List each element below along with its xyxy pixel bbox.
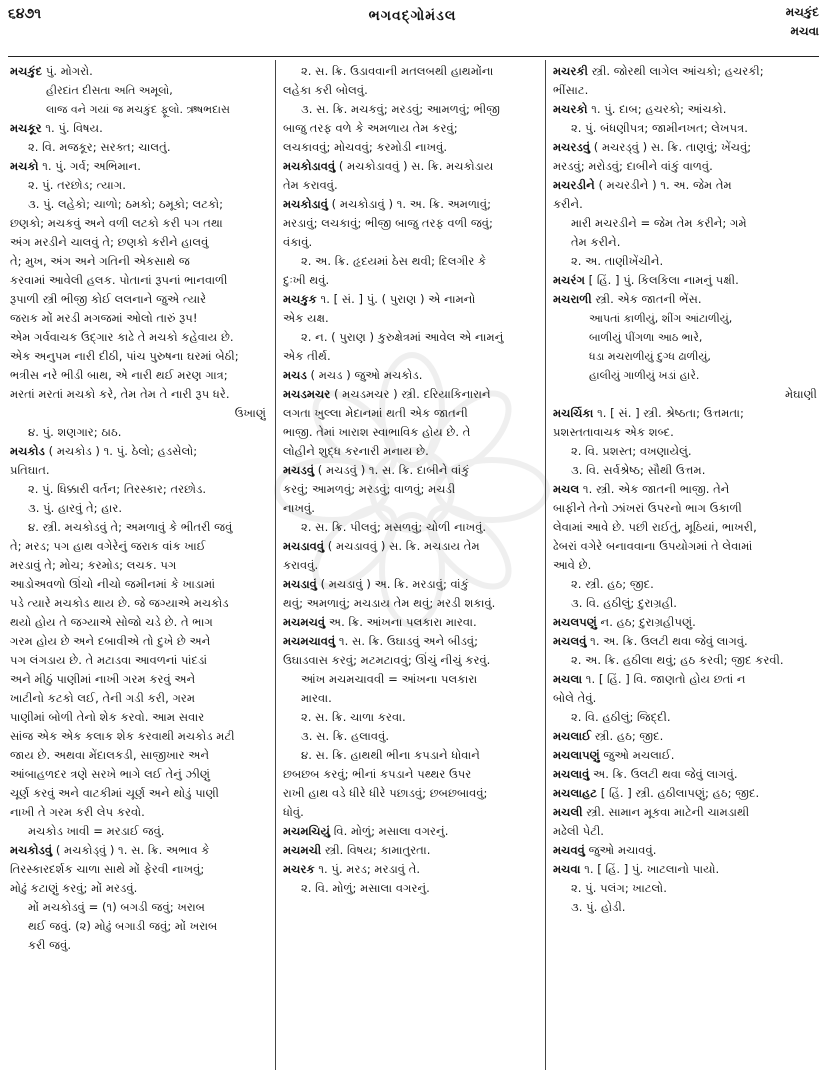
entry-text-line: તિરસ્કારદર્શક ચાળા સાથે મોં ફેરવી નાખવું; (10, 862, 205, 876)
headword: મચડવું (283, 463, 315, 477)
headword: મચલ (553, 482, 580, 496)
headword: મચરડીને (553, 178, 595, 192)
entry-text-line: છબછબ કરવું; ભીનાં કપડાને પથ્થર ઉપર (283, 767, 472, 781)
entry-text-line: કરાવવું. (283, 558, 319, 572)
entry-text-line: ૨. સ. ક્રિ. પીલવું; મસળવું; ચોળી નાખવું. (301, 520, 487, 534)
entry-headword-line: મચરકી સ્ત્રી. જોરથી લાગેલ આંચકો; હચરકી; (553, 64, 764, 78)
entry-headword-line: મચવા ૧. [ હિં. ] પું. ખાટલાનો પાયો. (553, 862, 720, 876)
entry-text-line: થઈ જવું. (૨) મોઢું બગાડી જવું; મોં ખરાબ (28, 919, 218, 933)
entry-text-line: ૨. પું. પલંગ; ખાટલો. (571, 881, 667, 895)
entry-text-line: રૂપાળી સ્ત્રી ભીજી કોઈ લલનાને જુએ ત્યારે (10, 292, 207, 306)
entry-text-line: બાજુ તરફ વળે કે અમળાય તેમ કરવું; (283, 121, 458, 135)
headword: મચલા (553, 672, 583, 686)
entry-text-line: મરડવું; મરોડવું; દાબીને વાંકું વાળવું. (553, 159, 713, 173)
entry-headword-line: મચરડવું ( મચરડ્વું ) સ. ક્રિ. તાણવું; ખેંચવું; (553, 140, 752, 154)
entry-text-line: ભીંસાટ. (553, 83, 589, 97)
entry-text-line: અંગ મરડીને ચાલવું તે; છણકો કરીને હાલવું (10, 235, 209, 249)
entry-text-line: અને મીઠું પાણીમાં નાખી ગરમ કરવું અને (10, 672, 196, 686)
entry-text-line: ૨. ન. ( પુરાણ ) કુરુક્ષેત્રમાં આવેલ એ નામનું (301, 330, 504, 344)
entry-text-line: બાફીને તેનો ઝાંખરાં ઉપરનો ભાગ ઉકાળી (553, 501, 742, 515)
headword: મચરડવું (553, 140, 591, 154)
entry-text-line: નાખવું. (283, 501, 315, 515)
entry-headword-line: મચલી સ્ત્રી. સામાન મૂકવા માટેની ચામડાથી (553, 805, 750, 819)
headword: મચડમચર (283, 387, 331, 401)
entry-text-line: હીરદાંત દીસતા અતિ અમૂલો, (46, 84, 173, 97)
headword: મચલાહટ (553, 786, 598, 800)
entry-text-line: થયો હોય તે જગ્યાએ સોજો ચડે છે. તે ભાગ (10, 615, 213, 629)
headword: મચલપણું (553, 615, 597, 629)
entry-text-line: ૨. પું. બંધણીપત્ર; જામીનખત; લેખપત્ર. (571, 121, 748, 135)
headword: મચરંગ (553, 273, 585, 287)
entry-text-line: પડે ત્યારે મચકોડ થાય છે. જે જગ્યાએ મચકોડ (10, 596, 229, 610)
entry-headword-line: મચલ ૧. સ્ત્રી. એક જાતની ભાજી. તેને (553, 482, 730, 496)
entry-text-line: નાખી તે ગરમ કરી લેપ કરવો. (10, 805, 145, 819)
entry-text-line: ૨. સ. ક્રિ. ચાળા કરવા. (301, 710, 406, 724)
entry-text-line: મારી મચરડીને = જેમ તેમ કરીને; ગમે (571, 216, 747, 230)
headword: મચરકો (553, 102, 588, 116)
entry-headword-line: મચડ ( મચડ ) જુઓ મચકોડ. (283, 368, 423, 382)
entry-headword-line: મચલા ૧. [ હિં. ] વિ. જાણતો હોય છતાં ન (553, 672, 746, 686)
entry-text-line: ૨. સ્ત્રી. હઠ; જીદ. (571, 577, 654, 591)
entry-text-line: ઉખાણું (234, 406, 266, 420)
headword: મચવવું (553, 843, 585, 857)
entry-text-line: કરવામાં આવેલી હલક. પોતાનાં રૂપનાં ભાનવાળી (10, 273, 228, 287)
entry-text-line: ૨. વિ. મોળું; મસાલા વગરનું. (301, 881, 430, 895)
entry-text-line: પગ લંગડાય છે. તે મટાડવા આવળનાં પાંદડાં (10, 653, 208, 667)
entry-headword-line: મચડવું ( મચડવું ) ૧. સ. ક્રિ. દાબીને વાંકું (283, 463, 470, 477)
entry-text-line: ભત્રીસ નરે ભીડી બાથ, એ નારી થઈ મરણ ગાત્ર; (10, 368, 228, 382)
entry-headword-line: મચકોડાવવું ( મચકોડાવવું ) સ. ક્રિ. મચકોડાય (283, 159, 494, 173)
entry-text-line: પ્રશસ્તતાવાચક એક શબ્દ. (553, 425, 674, 439)
entry-headword-line: મચરકો ૧. પું. દાબ; હચરકો; આંચકો. (553, 102, 727, 116)
headword: મચકુક (283, 292, 317, 306)
entry-text-line: ધડા મચરાળીયું દુગ્ધ ઢાળીયું, (589, 350, 711, 363)
column-divider (275, 60, 276, 1070)
entry-text-line: ૪. પું. શણગાર; ઠાઠ. (28, 425, 122, 439)
page-number: ૬૪૭૧ (8, 6, 42, 22)
entry-text-line: દુઃખી થવું. (283, 273, 330, 287)
entry-headword-line: મચરાળી સ્ત્રી. એક જાતની ભેંસ. (553, 292, 702, 306)
entry-headword-line: મચરક ૧. પું. મરડ; મરડાવું તે. (283, 862, 421, 876)
headword: મચમચિયું (283, 824, 331, 838)
page-header (0, 0, 825, 60)
entry-text-line: બાળીયું પીંગળા આઠ ભારે, (589, 331, 703, 344)
headword: મચકોડાવવું (283, 159, 336, 173)
entry-text-line: પાણીમાં બોળી તેનો શેક કરવો. આમ સવાર (10, 710, 205, 724)
entry-text-line: થવું; અમળાવું; મચડાય તેમ થવું; મરડી શકાવું. (283, 596, 496, 610)
entry-text-line: લચકાવવું; મોચવવું; કરમોડી નાખવું. (283, 140, 448, 154)
entry-text-line: છણકો; મચકવું અને વળી લટકો કરી પગ તથા (10, 216, 223, 230)
entry-text-line: એક અનુપમ નારી દીઠી, પાંચ પુરુષના ઘરમાં બેઠી; (10, 349, 239, 363)
entry-headword-line: મચકોડ ( મચકોડ ) ૧. પું. ઠેલો; હડસેલો; (10, 444, 198, 458)
entry-text-line: ૨. અ. ક્રિ. હૃદયમાં ઠેસ થવી; દિલગીર કે (301, 254, 487, 268)
entry-text-line: આપતાં કાળીયું, શીંગ આંટાળીયું, (589, 312, 733, 325)
entry-text-line: ૨. અ. તાણીખેંચીને. (571, 254, 664, 268)
headword: મચકુંદ (10, 64, 43, 78)
entry-headword-line: મચકોડાવું ( મચકોડાવું ) ૧. અ. ક્રિ. અમળાવું; (283, 197, 492, 211)
entry-text-line: મારવા. (301, 691, 332, 705)
entry-text-line: રાખી હાથ વડે ધીરે ધીરે પછાડવું; છબછબાવવું; (283, 786, 488, 800)
dictionary-column-2 (283, 62, 539, 1070)
entry-headword-line: મચરંગ [ હિં. ] પું. કિલકિલા નામનું પક્ષી. (553, 273, 739, 287)
entry-text-line: જાય છે. અથવા મેંદાલકડી, સાજીખાર અને (10, 748, 210, 762)
entry-text-line: ૨. વિ. પ્રશસ્ત; વખણાયેલું. (571, 444, 692, 458)
entry-text-line: આવે છે. (553, 558, 592, 572)
entry-text-line: ૪. સ. ક્રિ. હાથથી ભીના કપડાને ધોવાને (301, 748, 480, 762)
entry-headword-line: મચકો ૧. પું. ગર્વ; અભિમાન. (10, 159, 141, 173)
column-divider (545, 60, 546, 1070)
headword: મચમચવું (283, 615, 326, 629)
entry-text-line: મચકોડ ખાવી = મરડાઈ જવું. (28, 824, 165, 838)
entry-text-line: ધોવું. (283, 805, 304, 819)
headword: મચડ (283, 368, 307, 382)
entry-text-line: તેમ કરાવવું. (283, 178, 338, 192)
guide-word-last: મચવા (790, 24, 819, 38)
dictionary-column-1 (10, 62, 266, 1070)
entry-text-line: આડોઅવળો ઊંચો નીચો જમીનમાં કે ખાડામાં (10, 577, 216, 591)
headword: મચરકી (553, 64, 588, 78)
entry-text-line: ઉઘાડવાસ કરવું; મટમટાવવું; ઊંચું નીચું કરવું. (283, 653, 491, 667)
entry-text-line: ૩. પું. હારવું તે; હાર. (28, 501, 123, 515)
entry-headword-line: મચલપણું ન. હઠ; દુરાગ્રહીપણું. (553, 615, 696, 629)
headword: મચડાવું (283, 577, 317, 591)
entry-text-line: ૩. વિ. હઠીલું; દુરાગ્રહી. (571, 596, 677, 610)
entry-headword-line: મચરડીને ( મચરડીને ) ૧. અ. જેમ તેમ (553, 178, 732, 192)
headword: મચરક (283, 862, 315, 876)
entry-text-line: પ્રતિઘાત. (10, 463, 50, 477)
running-title: ભગવદ્ગોમંડલ (368, 8, 457, 24)
entry-text-line: ૨. અ. ક્રિ. હઠીલા થવું; હઠ કરવી; જીદ કરવી. (571, 653, 784, 667)
entry-text-line: લાજ વને ગયાં જ મચકુંદ ફૂલો. ઋષભદાસ (46, 103, 230, 116)
entry-text-line: મોં મચકોડવું = (૧) બગડી જવું; ખરાબ (28, 900, 205, 914)
entry-text-line: ભાજી. તેમાં ખારાશ સ્વાભાવિક હોય છે. તે (283, 425, 471, 439)
entry-headword-line: મચકુક ૧. [ સં. ] પું. ( પુરાણ ) એ નામનો (283, 292, 476, 306)
headword: મચકોડવું (10, 843, 53, 857)
entry-text-line: ઢેબરાં વગેરે બનાવવાના ઉપયોગમાં તે લેવામાં (553, 539, 753, 553)
entry-text-line: કરવું; આમળવું; મરડવું; વાળવું; મચડી (283, 482, 456, 496)
entry-text-line: ૩. વિ. સર્વશ્રેષ્ઠ; સૌથી ઉત્તમ. (571, 463, 706, 477)
entry-headword-line: મચલાહટ [ હિં. ] સ્ત્રી. હઠીલાપણું; હઠ; જીદ. (553, 786, 760, 800)
entry-headword-line: મચડમચર ( મચડમચર ) સ્ત્રી. દરિયાકિનારાને (283, 387, 491, 401)
entry-headword-line: મચડાવવું ( મચડાવવું ) સ. ક્રિ. મચડાય તેમ (283, 539, 480, 553)
entry-headword-line: મચડાવું ( મચડાવું ) અ. ક્રિ. મરડાવું; વાંકું (283, 577, 469, 591)
entry-text-line: મોઢું કટાણું કરવું; મોં મરડવું. (10, 881, 138, 895)
entry-text-line: એક યક્ષ. (283, 311, 329, 325)
entry-text-line: ૩. પું. લહેકો; ચાળો; ઠમકો; ઠમૂકો; લટકો; (28, 197, 224, 211)
entry-headword-line: મચકુંદ પું. મોગરો. (10, 64, 93, 78)
entry-text-line: ખાટીનો કટકો લઈ, તેની ગડી કરી, ગરમ (10, 691, 196, 705)
entry-text-line: મઢેલી પેટી. (553, 824, 604, 838)
entry-text-line: ૨. પું. ધિક્કારી વર્તન; તિરસ્કાર; તરછોડ. (28, 482, 207, 496)
entry-text-line: ૨. વિ. મજકૂર; સરક્ત; ચાલતું. (28, 140, 171, 154)
entry-text-line: કરી જવું. (28, 938, 72, 952)
entry-text-line: તેમ કરીને. (571, 235, 621, 249)
entry-text-line: લહેકા કરી બોલવું. (283, 83, 368, 97)
dictionary-column-3 (553, 62, 817, 1070)
entry-text-line: મરતાં મરતાં મચકો કરે, તેમ તેમ તે નારી રૂપ ધરે. (10, 387, 230, 401)
headword: મચવા (553, 862, 581, 876)
header-rule (8, 56, 819, 57)
entry-text-line: ૪. સ્ત્રી. મચકોડવું તે; અમળાવું કે ભીતરી જવું (28, 520, 233, 534)
entry-text-line: તે; મરડ; પગ હાથ વગેરેનું જરાક વાંક ખાઈ (10, 539, 206, 553)
entry-text-line: મરડાવું; લચકાવું; ભીજી બાજુ તરફ વળી જવું; (283, 216, 493, 230)
entry-text-line: સાંજ એક એક કલાક શેક કરવાથી મચકોડ મટી (10, 729, 235, 743)
headword: મચલાપણું (553, 748, 600, 762)
entry-text-line: તે; મુખ, અંગ અને ગતિની એકસાથે જ (10, 254, 190, 268)
entry-text-line: વંકાવું. (283, 235, 313, 249)
headword: મચડાવવું (283, 539, 325, 553)
headword: મચર્ચિકા (553, 406, 594, 420)
headword: મચલવું (553, 634, 587, 648)
entry-text-line: આંબાહળદર ત્રણે સરખે ભાગે લઈ તેનું ઝીણું (10, 767, 211, 781)
entry-text-line: મેઘાણી (784, 387, 817, 401)
guide-word-first: મચકુંદ (785, 5, 819, 19)
entry-headword-line: મચમચિયું વિ. મોળું; મસાલા વગરનું. (283, 824, 449, 838)
entry-text-line: ૩. સ. ક્રિ. હલાવવું. (301, 729, 390, 743)
headword: મચકોડાવું (283, 197, 328, 211)
entry-text-line: જરાક મોં મરડી મગજમાં ઓલો તારું રૂપ! (10, 311, 198, 325)
headword: મચલી (553, 805, 583, 819)
headword: મચલાવું (553, 767, 590, 781)
entry-text-line: ૨. પું. તરછોડ; ત્યાગ. (28, 178, 126, 192)
entry-text-line: કરીને. (553, 197, 583, 211)
entry-text-line: ૩. સ. ક્રિ. મચકવું; મરડવું; આમળવું; ભીજી (301, 102, 500, 116)
entry-headword-line: મચમચાવવું ૧. સ. ક્રિ. ઉઘાડવું અને બીડવું; (283, 634, 479, 648)
entry-text-line: ગરમ હોય છે અને દબાવીએ તો દુખે છે અને (10, 634, 211, 648)
entry-headword-line: મચમચી સ્ત્રી. વિષય; કામાતુરતા. (283, 843, 431, 857)
entry-text-line: લેવામાં આવે છે. પછી રાઈતું, મૂઠિયાં, ભાખરી, (553, 520, 757, 534)
entry-text-line: આંખ મચમચાવવી = આંખના પલકારા (301, 672, 478, 686)
entry-text-line: લગતા ખુલ્લા મેદાનમાં થતી એક જાતની (283, 406, 468, 420)
entry-headword-line: મચલાઈ સ્ત્રી. હઠ; જીદ. (553, 729, 664, 743)
entry-text-line: ૨. સ. ક્રિ. ઉડાવવાની મતલબથી હાથમોંના (301, 64, 494, 78)
entry-headword-line: મચર્ચિકા ૧. [ સં. ] સ્ત્રી. શ્રેષ્ઠતા; ઉત્તમતા; (553, 406, 744, 420)
entry-headword-line: મચકૂર ૧. પું. વિષય. (10, 121, 103, 135)
headword: મચલાઈ (553, 729, 592, 743)
entry-text-line: ચૂર્ણ કરવું અને વાટકીમાં ચૂર્ણ અને થોડું પાણી (10, 786, 219, 800)
headword: મચકૂર (10, 121, 42, 135)
headword: મચરાળી (553, 292, 592, 306)
entry-headword-line: મચલવું ૧. અ. ક્રિ. ઉલટી થવા જેવું લાગવું. (553, 634, 748, 648)
entry-headword-line: મચકોડવું ( મચકોડ્વું ) ૧. સ. ક્રિ. અભાવ કે (10, 843, 210, 857)
entry-headword-line: મચવવું જુઓ મચાવવું. (553, 843, 657, 857)
entry-headword-line: મચમચવું અ. ક્રિ. આંખના પલકારા મારવા. (283, 615, 477, 629)
entry-text-line: ૩. પું. હોડી. (571, 900, 626, 914)
entry-headword-line: મચલાપણું જુઓ મચલાઈ. (553, 748, 675, 762)
entry-text-line: એમ ગર્વવાચક ઉદ્ગાર કાઢે તે મચકો કહેવાય છે. (10, 330, 234, 344)
entry-text-line: મરડાવું તે; મોચ; કરમોડ; લચક. પગ (10, 558, 177, 572)
entry-text-line: એક તીર્થ. (283, 349, 331, 363)
entry-text-line: હાલીયું ગાળીયું ખડાં હારે. (589, 369, 700, 382)
entry-text-line: ૨. વિ. હઠીલું; જિદ્દી. (571, 710, 671, 724)
entry-headword-line: મચલાવું અ. ક્રિ. ઉલટી થવા જેવું લાગવું. (553, 767, 738, 781)
headword: મચમચાવવું (283, 634, 336, 648)
headword: મચમચી (283, 843, 322, 857)
entry-text-line: લોહીને શુદ્ધ કરનારી મનાય છે. (283, 444, 429, 458)
headword: મચકોડ (10, 444, 45, 458)
headword: મચકો (10, 159, 39, 173)
entry-text-line: બોલે તેવું. (553, 691, 597, 705)
